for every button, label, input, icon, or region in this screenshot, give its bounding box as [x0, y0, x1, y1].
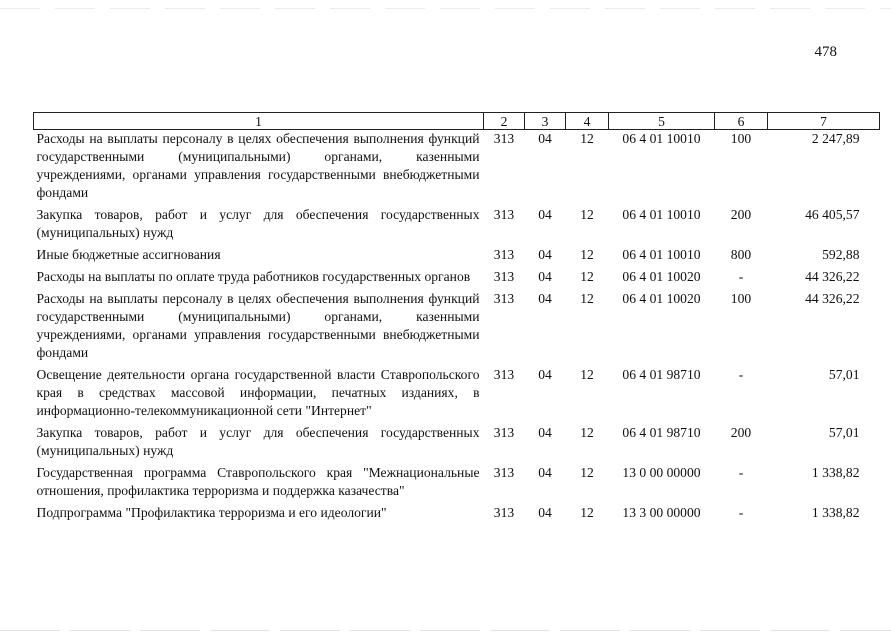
header-col-5: 5 [609, 113, 715, 130]
row-subsection: 12 [580, 207, 594, 222]
row-amount: 592,88 [822, 247, 860, 262]
header-col-4: 4 [566, 113, 609, 130]
row-subsection: 12 [580, 269, 594, 284]
row-section: 04 [538, 247, 552, 262]
row-expense-type: 100 [730, 131, 752, 146]
row-target-article: 13 0 00 00000 [622, 465, 701, 480]
row-description: Расходы на выплаты персоналу в целях обеспечения выполнения функций государственными (муниципальными) органами, казенными учреждениями, органами управления государственными внебюджетными фондами [36, 291, 480, 360]
row-target-article: 06 4 01 98710 [622, 425, 701, 440]
header-col-3: 3 [525, 113, 566, 130]
header-col-6: 6 [715, 113, 768, 130]
row-section: 04 [538, 291, 552, 306]
row-description: Иные бюджетные ассигнования [36, 247, 221, 262]
row-subsection: 12 [580, 247, 594, 262]
table-row [34, 424, 880, 464]
row-ministry-code: 313 [493, 465, 515, 480]
row-ministry-code: 313 [493, 505, 515, 520]
row-subsection: 12 [580, 465, 594, 480]
row-section: 04 [538, 131, 552, 146]
row-expense-type: - [738, 465, 744, 480]
row-ministry-code: 313 [493, 291, 515, 306]
row-section: 04 [538, 465, 552, 480]
row-section: 04 [538, 269, 552, 284]
row-amount: 46 405,57 [805, 207, 860, 222]
table-row [34, 504, 880, 526]
row-description: Подпрограмма "Профилактика терроризма и его идеологии" [36, 505, 387, 520]
row-section: 04 [538, 367, 552, 382]
header-col-2: 2 [484, 113, 525, 130]
row-subsection: 12 [580, 425, 594, 440]
row-expense-type: 200 [730, 207, 752, 222]
row-target-article: 06 4 01 10010 [622, 131, 701, 146]
page-number: 478 [814, 44, 837, 60]
row-target-article: 06 4 01 10020 [622, 269, 701, 284]
scan-bottom-edge [0, 630, 891, 631]
row-amount: 1 338,82 [811, 465, 860, 480]
row-expense-type: - [738, 367, 744, 382]
row-amount: 44 326,22 [805, 291, 860, 306]
row-subsection: 12 [580, 291, 594, 306]
row-expense-type: 100 [730, 291, 752, 306]
scan-top-edge [0, 8, 891, 9]
row-target-article: 06 4 01 98710 [622, 367, 701, 382]
row-section: 04 [538, 505, 552, 520]
row-expense-type: - [738, 505, 744, 520]
row-description: Расходы на выплаты персоналу в целях обеспечения выполнения функций государственными (муниципальными) органами, казенными учреждениями, органами управления государственными внебюджетными фондами [36, 131, 480, 200]
row-description: Закупка товаров, работ и услуг для обеспечения государственных (муниципальных) нужд [36, 207, 480, 240]
row-ministry-code: 313 [493, 367, 515, 382]
table-row [34, 464, 880, 504]
row-section: 04 [538, 425, 552, 440]
row-target-article: 06 4 01 10020 [622, 291, 701, 306]
row-ministry-code: 313 [493, 207, 515, 222]
row-target-article: 13 3 00 00000 [622, 505, 701, 520]
table-row [34, 290, 880, 366]
table-row [34, 268, 880, 290]
row-subsection: 12 [580, 505, 594, 520]
row-expense-type: 200 [730, 425, 752, 440]
row-ministry-code: 313 [493, 425, 515, 440]
row-ministry-code: 313 [493, 247, 515, 262]
table-row [34, 206, 880, 246]
row-amount: 2 247,89 [811, 131, 860, 146]
header-col-1: 1 [34, 113, 484, 130]
table-row [34, 246, 880, 268]
budget-table [33, 112, 880, 526]
row-amount: 1 338,82 [811, 505, 860, 520]
header-row [34, 113, 880, 130]
row-subsection: 12 [580, 131, 594, 146]
row-target-article: 06 4 01 10010 [622, 247, 701, 262]
row-section: 04 [538, 207, 552, 222]
row-description: Освещение деятельности органа государственной власти Ставропольского края в средствах массовой информации, печатных изданиях, в информационно-телекоммуникационной сети "Интернет" [36, 367, 480, 418]
row-expense-type: - [738, 269, 744, 284]
row-description: Закупка товаров, работ и услуг для обеспечения государственных (муниципальных) нужд [36, 425, 480, 458]
header-col-7: 7 [768, 113, 880, 130]
row-ministry-code: 313 [493, 131, 515, 146]
budget-table-area [33, 112, 879, 526]
row-amount: 57,01 [828, 425, 860, 440]
row-subsection: 12 [580, 367, 594, 382]
table-row [34, 366, 880, 424]
row-target-article: 06 4 01 10010 [622, 207, 701, 222]
row-ministry-code: 313 [493, 269, 515, 284]
row-amount: 57,01 [828, 367, 860, 382]
table-row [34, 130, 880, 207]
row-expense-type: 800 [730, 247, 752, 262]
row-amount: 44 326,22 [805, 269, 860, 284]
row-description: Расходы на выплаты по оплате труда работников государственных органов [36, 269, 471, 284]
row-description: Государственная программа Ставропольского края "Межнациональные отношения, профилактика терроризма и поддержка казачества" [36, 465, 480, 498]
